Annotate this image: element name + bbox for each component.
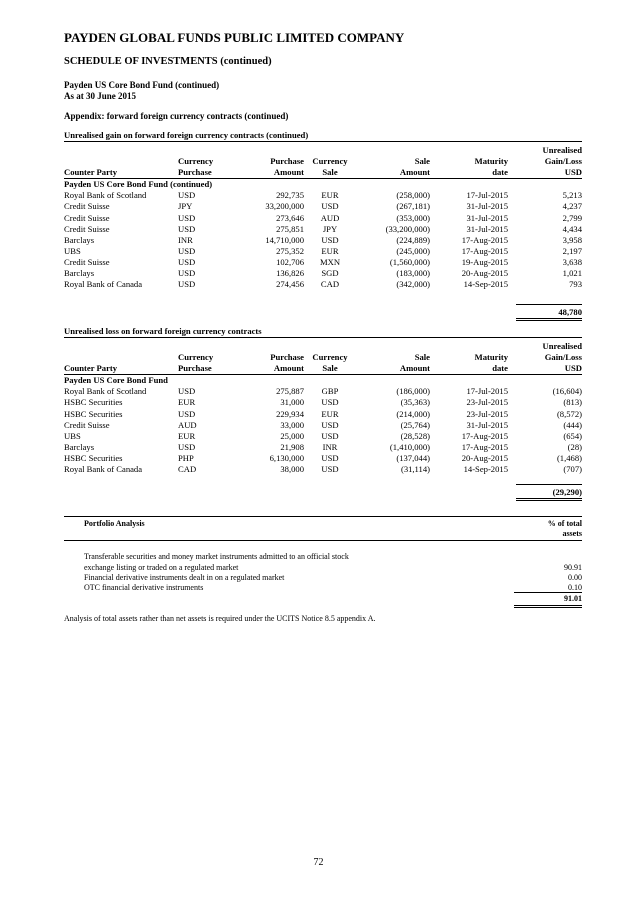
purchase-amount-cell: 273,646 xyxy=(276,212,304,223)
gain-loss-cell: (28) xyxy=(567,441,582,452)
sale-currency-cell: GBP xyxy=(321,386,339,397)
gain-loss-cell: 793 xyxy=(569,279,582,290)
gain-loss-cell: 2,197 xyxy=(562,245,582,256)
gain-loss-cell: 2,799 xyxy=(562,212,582,223)
col-maturity: Maturity xyxy=(474,352,508,363)
fund-title: Payden US Core Bond Fund (continued) xyxy=(64,80,220,90)
gain-fund-label: Payden US Core Bond Fund (continued) xyxy=(64,179,213,190)
purchase-currency-cell: INR xyxy=(178,234,193,245)
purchase-currency-cell: USD xyxy=(178,408,196,419)
counterparty-cell: Barclays xyxy=(64,234,95,245)
col-sale-sub: Sale xyxy=(304,167,356,179)
col-currency: Currency xyxy=(178,156,214,167)
purchase-amount-cell: 33,200,000 xyxy=(265,201,304,212)
purchase-currency-cell: PHP xyxy=(178,452,194,463)
sale-currency-cell: EUR xyxy=(321,408,339,419)
counterparty-cell: UBS xyxy=(64,245,81,256)
maturity-date-cell: 31-Jul-2015 xyxy=(466,223,508,234)
col-amount: Amount xyxy=(222,167,304,179)
sale-currency-cell: INR xyxy=(322,441,338,452)
maturity-date-cell: 17-Aug-2015 xyxy=(461,441,508,452)
sale-currency-cell: USD xyxy=(321,234,339,245)
purchase-currency-cell: AUD xyxy=(178,419,197,430)
counterparty-cell: Credit Suisse xyxy=(64,201,110,212)
col-currency-sale: Currency xyxy=(312,156,348,167)
col-date: date xyxy=(430,167,508,179)
counterparty-cell: HSBC Securities xyxy=(64,397,123,408)
portfolio-top-rule xyxy=(64,516,582,517)
counterparty-cell: Royal Bank of Canada xyxy=(64,279,143,290)
sale-currency-cell: USD xyxy=(321,430,339,441)
portfolio-row-text: Transferable securities and money market instruments admitted to an official stock xyxy=(84,552,349,561)
col-purchase: Purchase xyxy=(270,352,304,363)
table-row xyxy=(64,268,582,279)
counterparty-cell: HSBC Securities xyxy=(64,452,123,463)
col-purchase-sub: Purchase xyxy=(178,167,222,179)
purchase-currency-cell: JPY xyxy=(178,201,193,212)
sale-currency-cell: AUD xyxy=(320,212,340,223)
portfolio-row-value: 90.91 xyxy=(564,563,582,572)
sale-amount-cell: (245,000) xyxy=(396,245,430,256)
portfolio-row-value: 0.00 xyxy=(568,573,582,582)
purchase-amount-cell: 31,000 xyxy=(280,397,304,408)
gain-loss-cell: 5,213 xyxy=(562,190,582,201)
maturity-date-cell: 17-Aug-2015 xyxy=(461,245,508,256)
table-row xyxy=(64,257,582,268)
table-row xyxy=(64,235,582,246)
table-row xyxy=(64,464,582,475)
purchase-amount-cell: 6,130,000 xyxy=(269,452,304,463)
sale-amount-cell: (1,410,000) xyxy=(389,441,430,452)
counterparty-cell: Barclays xyxy=(64,441,95,452)
table-row xyxy=(64,201,582,212)
col-usd: USD xyxy=(508,167,582,179)
appendix-title: Appendix: forward foreign currency contracts (continued) xyxy=(64,111,289,121)
gain-loss-cell: (707) xyxy=(563,464,582,475)
sale-currency-cell: USD xyxy=(321,452,339,463)
sale-currency-cell: USD xyxy=(321,464,339,475)
gain-total: 48,780 xyxy=(516,304,582,321)
sale-amount-cell: (353,000) xyxy=(396,212,430,223)
portfolio-col2: assets xyxy=(562,529,582,538)
loss-fund-label: Payden US Core Bond Fund xyxy=(64,375,168,386)
sale-currency-cell: EUR xyxy=(321,190,339,201)
table-row xyxy=(64,386,582,397)
purchase-amount-cell: 33,000 xyxy=(280,419,304,430)
maturity-date-cell: 20-Aug-2015 xyxy=(461,452,508,463)
gain-loss-cell: 1,021 xyxy=(562,268,582,279)
purchase-currency-cell: EUR xyxy=(178,430,196,441)
maturity-date-cell: 23-Jul-2015 xyxy=(466,408,508,419)
sale-currency-cell: USD xyxy=(321,201,339,212)
purchase-currency-cell: USD xyxy=(178,441,196,452)
gain-loss-cell: 3,958 xyxy=(562,234,582,245)
portfolio-col-header xyxy=(548,519,582,539)
maturity-date-cell: 17-Jul-2015 xyxy=(466,386,508,397)
counterparty-cell: Royal Bank of Scotland xyxy=(64,190,147,201)
purchase-amount-cell: 275,352 xyxy=(276,245,304,256)
col-purchase-sub: Purchase xyxy=(178,363,222,375)
portfolio-title: Portfolio Analysis xyxy=(84,519,145,528)
portfolio-row-text: OTC financial derivative instruments xyxy=(84,583,204,592)
col-gainloss: Gain/Loss xyxy=(544,352,582,363)
sale-amount-cell: (25,764) xyxy=(400,419,430,430)
gain-loss-cell: (813) xyxy=(563,397,582,408)
purchase-amount-cell: 21,908 xyxy=(280,441,304,452)
maturity-date-cell: 31-Jul-2015 xyxy=(466,212,508,223)
table-row xyxy=(64,246,582,257)
counterparty-cell: Credit Suisse xyxy=(64,223,110,234)
sale-amount-cell: (186,000) xyxy=(396,386,430,397)
gain-loss-cell: (654) xyxy=(563,430,582,441)
portfolio-row-text: Financial derivative instruments dealt in on a regulated market xyxy=(84,573,285,582)
sale-amount-cell: (137,044) xyxy=(396,452,430,463)
sale-amount-cell: (31,114) xyxy=(400,464,430,475)
purchase-amount-cell: 38,000 xyxy=(280,464,304,475)
col-amount: Amount xyxy=(222,363,304,375)
sale-currency-cell: JPY xyxy=(322,223,338,234)
counterparty-cell: UBS xyxy=(64,430,81,441)
purchase-currency-cell: USD xyxy=(178,212,196,223)
purchase-currency-cell: USD xyxy=(178,386,196,397)
table-row xyxy=(64,420,582,431)
gain-section-title: Unrealised gain on forward foreign currency contracts (continued) xyxy=(64,130,582,142)
sale-amount-cell: (28,528) xyxy=(400,430,430,441)
sale-currency-cell: USD xyxy=(321,419,339,430)
sale-amount-cell: (267,181) xyxy=(396,201,430,212)
counterparty-cell: Royal Bank of Scotland xyxy=(64,386,147,397)
schedule-title: SCHEDULE OF INVESTMENTS (continued) xyxy=(64,56,272,67)
maturity-date-cell: 19-Aug-2015 xyxy=(461,256,508,267)
loss-section-title: Unrealised loss on forward foreign currency contracts xyxy=(64,326,582,338)
company-title: PAYDEN GLOBAL FUNDS PUBLIC LIMITED COMPANY xyxy=(64,30,405,45)
table-row xyxy=(64,213,582,224)
sale-currency-cell: USD xyxy=(321,397,339,408)
purchase-amount-cell: 25,000 xyxy=(280,430,304,441)
col-sale: Sale xyxy=(414,352,430,363)
table-row xyxy=(64,431,582,442)
counterparty-cell: Royal Bank of Canada xyxy=(64,464,143,475)
col-date: date xyxy=(430,363,508,375)
col-purchase: Purchase xyxy=(270,156,304,167)
page-number: 72 xyxy=(313,857,324,868)
purchase-currency-cell: CAD xyxy=(178,464,197,475)
portfolio-header-rule xyxy=(64,540,582,541)
portfolio-total: 91.01 xyxy=(514,592,582,608)
sale-amount-cell: (33,200,000) xyxy=(385,223,430,234)
purchase-amount-cell: 102,706 xyxy=(276,256,304,267)
sale-currency-cell: SGD xyxy=(321,268,339,279)
purchase-currency-cell: USD xyxy=(178,223,196,234)
loss-total: (29,290) xyxy=(516,484,582,501)
as-at-date: As at 30 June 2015 xyxy=(64,91,137,101)
maturity-date-cell: 23-Jul-2015 xyxy=(466,397,508,408)
table-row xyxy=(64,279,582,290)
maturity-date-cell: 17-Aug-2015 xyxy=(461,430,508,441)
maturity-date-cell: 31-Jul-2015 xyxy=(466,201,508,212)
col-counterparty: Counter Party xyxy=(64,363,178,375)
sale-amount-cell: (342,000) xyxy=(396,279,430,290)
sale-currency-cell: CAD xyxy=(320,279,340,290)
gain-loss-cell: 3,638 xyxy=(562,256,582,267)
counterparty-cell: Credit Suisse xyxy=(64,419,110,430)
maturity-date-cell: 14-Sep-2015 xyxy=(463,279,508,290)
purchase-amount-cell: 292,735 xyxy=(276,190,304,201)
portfolio-row-text: exchange listing or traded on a regulated market xyxy=(84,563,239,572)
col-unrealised: Unrealised xyxy=(542,341,582,351)
maturity-date-cell: 17-Jul-2015 xyxy=(466,190,508,201)
sale-amount-cell: (183,000) xyxy=(396,268,430,279)
col-counterparty: Counter Party xyxy=(64,167,178,179)
table-row xyxy=(64,442,582,453)
counterparty-cell: Credit Suisse xyxy=(64,256,110,267)
col-usd: USD xyxy=(508,363,582,375)
maturity-date-cell: 31-Jul-2015 xyxy=(466,419,508,430)
counterparty-cell: Credit Suisse xyxy=(64,212,110,223)
purchase-currency-cell: USD xyxy=(178,279,196,290)
purchase-currency-cell: USD xyxy=(178,190,196,201)
gain-loss-cell: (8,572) xyxy=(556,408,582,419)
table-row xyxy=(64,224,582,235)
gain-loss-cell: 4,237 xyxy=(562,201,582,212)
sale-amount-cell: (1,560,000) xyxy=(389,256,430,267)
purchase-amount-cell: 229,934 xyxy=(276,408,304,419)
table-row xyxy=(64,397,582,408)
col-sale-sub: Sale xyxy=(304,363,356,375)
footnote: Analysis of total assets rather than net assets is required under the UCITS Notice 8.5 appendix A. xyxy=(64,614,376,623)
purchase-currency-cell: EUR xyxy=(178,397,196,408)
col-sale-amount: Amount xyxy=(356,363,430,375)
sale-amount-cell: (224,889) xyxy=(396,234,430,245)
maturity-date-cell: 17-Aug-2015 xyxy=(461,234,508,245)
gain-loss-cell: (444) xyxy=(563,419,582,430)
loss-table xyxy=(64,341,582,475)
purchase-amount-cell: 14,710,000 xyxy=(265,234,304,245)
col-currency: Currency xyxy=(178,352,214,363)
gain-table xyxy=(64,145,582,290)
counterparty-cell: Barclays xyxy=(64,268,95,279)
gain-loss-cell: 4,434 xyxy=(562,223,582,234)
purchase-amount-cell: 136,826 xyxy=(276,268,304,279)
purchase-currency-cell: USD xyxy=(178,256,196,267)
col-currency-sale: Currency xyxy=(312,352,348,363)
sale-currency-cell: EUR xyxy=(321,245,339,256)
sale-amount-cell: (214,000) xyxy=(396,408,430,419)
portfolio-col1: % of total xyxy=(547,519,582,528)
table-row xyxy=(64,190,582,201)
gain-loss-cell: (1,468) xyxy=(556,452,582,463)
table-row xyxy=(64,453,582,464)
maturity-date-cell: 20-Aug-2015 xyxy=(461,268,508,279)
counterparty-cell: HSBC Securities xyxy=(64,408,123,419)
maturity-date-cell: 14-Sep-2015 xyxy=(463,464,508,475)
gain-loss-cell: (16,604) xyxy=(552,386,582,397)
sale-amount-cell: (35,363) xyxy=(400,397,430,408)
purchase-currency-cell: USD xyxy=(178,268,196,279)
col-unrealised: Unrealised xyxy=(542,145,582,155)
col-sale-amount: Amount xyxy=(356,167,430,179)
table-row xyxy=(64,409,582,420)
purchase-amount-cell: 274,456 xyxy=(276,279,304,290)
purchase-amount-cell: 275,887 xyxy=(276,386,304,397)
purchase-amount-cell: 275,851 xyxy=(276,223,304,234)
sale-amount-cell: (258,000) xyxy=(396,190,430,201)
purchase-currency-cell: USD xyxy=(178,245,196,256)
portfolio-row-value: 0.10 xyxy=(568,583,582,592)
col-maturity: Maturity xyxy=(474,156,508,167)
col-sale: Sale xyxy=(414,156,430,167)
col-gainloss: Gain/Loss xyxy=(544,156,582,167)
sale-currency-cell: MXN xyxy=(319,256,341,267)
